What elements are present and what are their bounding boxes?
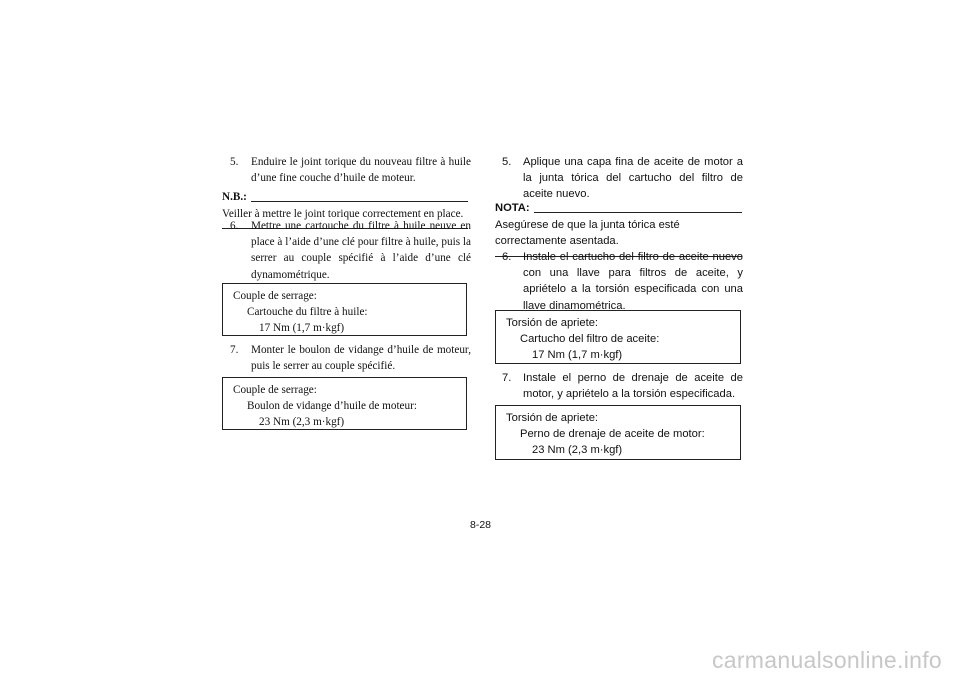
es-torque-box-1 bbox=[495, 310, 741, 364]
watermark: carmanualsonline.info bbox=[711, 647, 942, 673]
es-step-6 bbox=[500, 249, 743, 314]
step-text: Instale el perno de drenaje de aceite de motor, y apriételo a la torsión especificada. bbox=[523, 372, 743, 401]
torque-value: 23 Nm (2,3 m·kgf) bbox=[259, 416, 345, 429]
torque-value: 23 Nm (2,3 m·kgf) bbox=[532, 444, 623, 457]
step-text: Instale el cartucho del filtro de aceite nuevo con una llave para filtros de aceite, y apriételo a la torsión especificada con una llave dinamométrica. bbox=[523, 251, 743, 312]
note-label: NOTA: bbox=[495, 202, 530, 214]
note-rule bbox=[251, 201, 468, 202]
step-text: Monter le boulon de vidange d’huile de moteur, puis le serrer au couple spécifié. bbox=[251, 344, 471, 373]
torque-item: Perno de drenaje de aceite de motor: bbox=[520, 428, 705, 441]
note-header bbox=[222, 189, 468, 205]
note-rule bbox=[534, 212, 742, 213]
note-text: Asegúrese de que la junta tórica esté correctamente asentada. bbox=[495, 219, 680, 248]
step-number: 6. bbox=[230, 220, 239, 232]
torque-title: Couple de serrage: bbox=[233, 290, 317, 302]
torque-item: Boulon de vidange d’huile de moteur: bbox=[247, 400, 417, 413]
fr-torque-box-2 bbox=[222, 377, 467, 430]
fr-step-5 bbox=[228, 154, 471, 186]
note-label: N.B.: bbox=[222, 191, 247, 203]
torque-item: Cartouche du filtre à huile: bbox=[247, 306, 368, 319]
es-torque-box-2 bbox=[495, 405, 741, 460]
fr-torque-box-1 bbox=[222, 283, 467, 336]
torque-value: 17 Nm (1,7 m·kgf) bbox=[532, 349, 623, 362]
torque-title: Torsión de apriete: bbox=[506, 317, 599, 329]
step-number: 5. bbox=[230, 156, 239, 168]
torque-title: Couple de serrage: bbox=[233, 384, 317, 396]
step-text: Aplique una capa fina de aceite de motor a la junta tórica del cartucho del filtro de aceite nuevo. bbox=[523, 156, 743, 201]
step-number: 7. bbox=[230, 344, 239, 356]
torque-title: Torsión de apriete: bbox=[506, 412, 599, 424]
step-number: 7. bbox=[502, 372, 512, 384]
torque-item: Cartucho del filtro de aceite: bbox=[520, 333, 660, 346]
es-step-5 bbox=[500, 154, 743, 203]
step-number: 6. bbox=[502, 251, 512, 263]
torque-value: 17 Nm (1,7 m·kgf) bbox=[259, 322, 345, 335]
fr-step-6 bbox=[228, 218, 471, 283]
step-text: Mettre une cartouche du filtre à huile neuve en place à l’aide d’une clé pour filtre à huile, puis la serrer au couple spécifié à l’aide d’une clé dynamométrique. bbox=[251, 220, 471, 281]
note-text: Veiller à mettre le joint torique correctement en place. bbox=[222, 208, 464, 221]
note-header bbox=[495, 200, 742, 216]
page-number: 8-28 bbox=[470, 519, 492, 531]
fr-step-7 bbox=[228, 342, 471, 374]
step-text: Enduire le joint torique du nouveau filtre à huile d’une fine couche d’huile de moteur. bbox=[251, 156, 471, 185]
es-step-7 bbox=[500, 370, 743, 402]
step-number: 5. bbox=[502, 156, 512, 168]
